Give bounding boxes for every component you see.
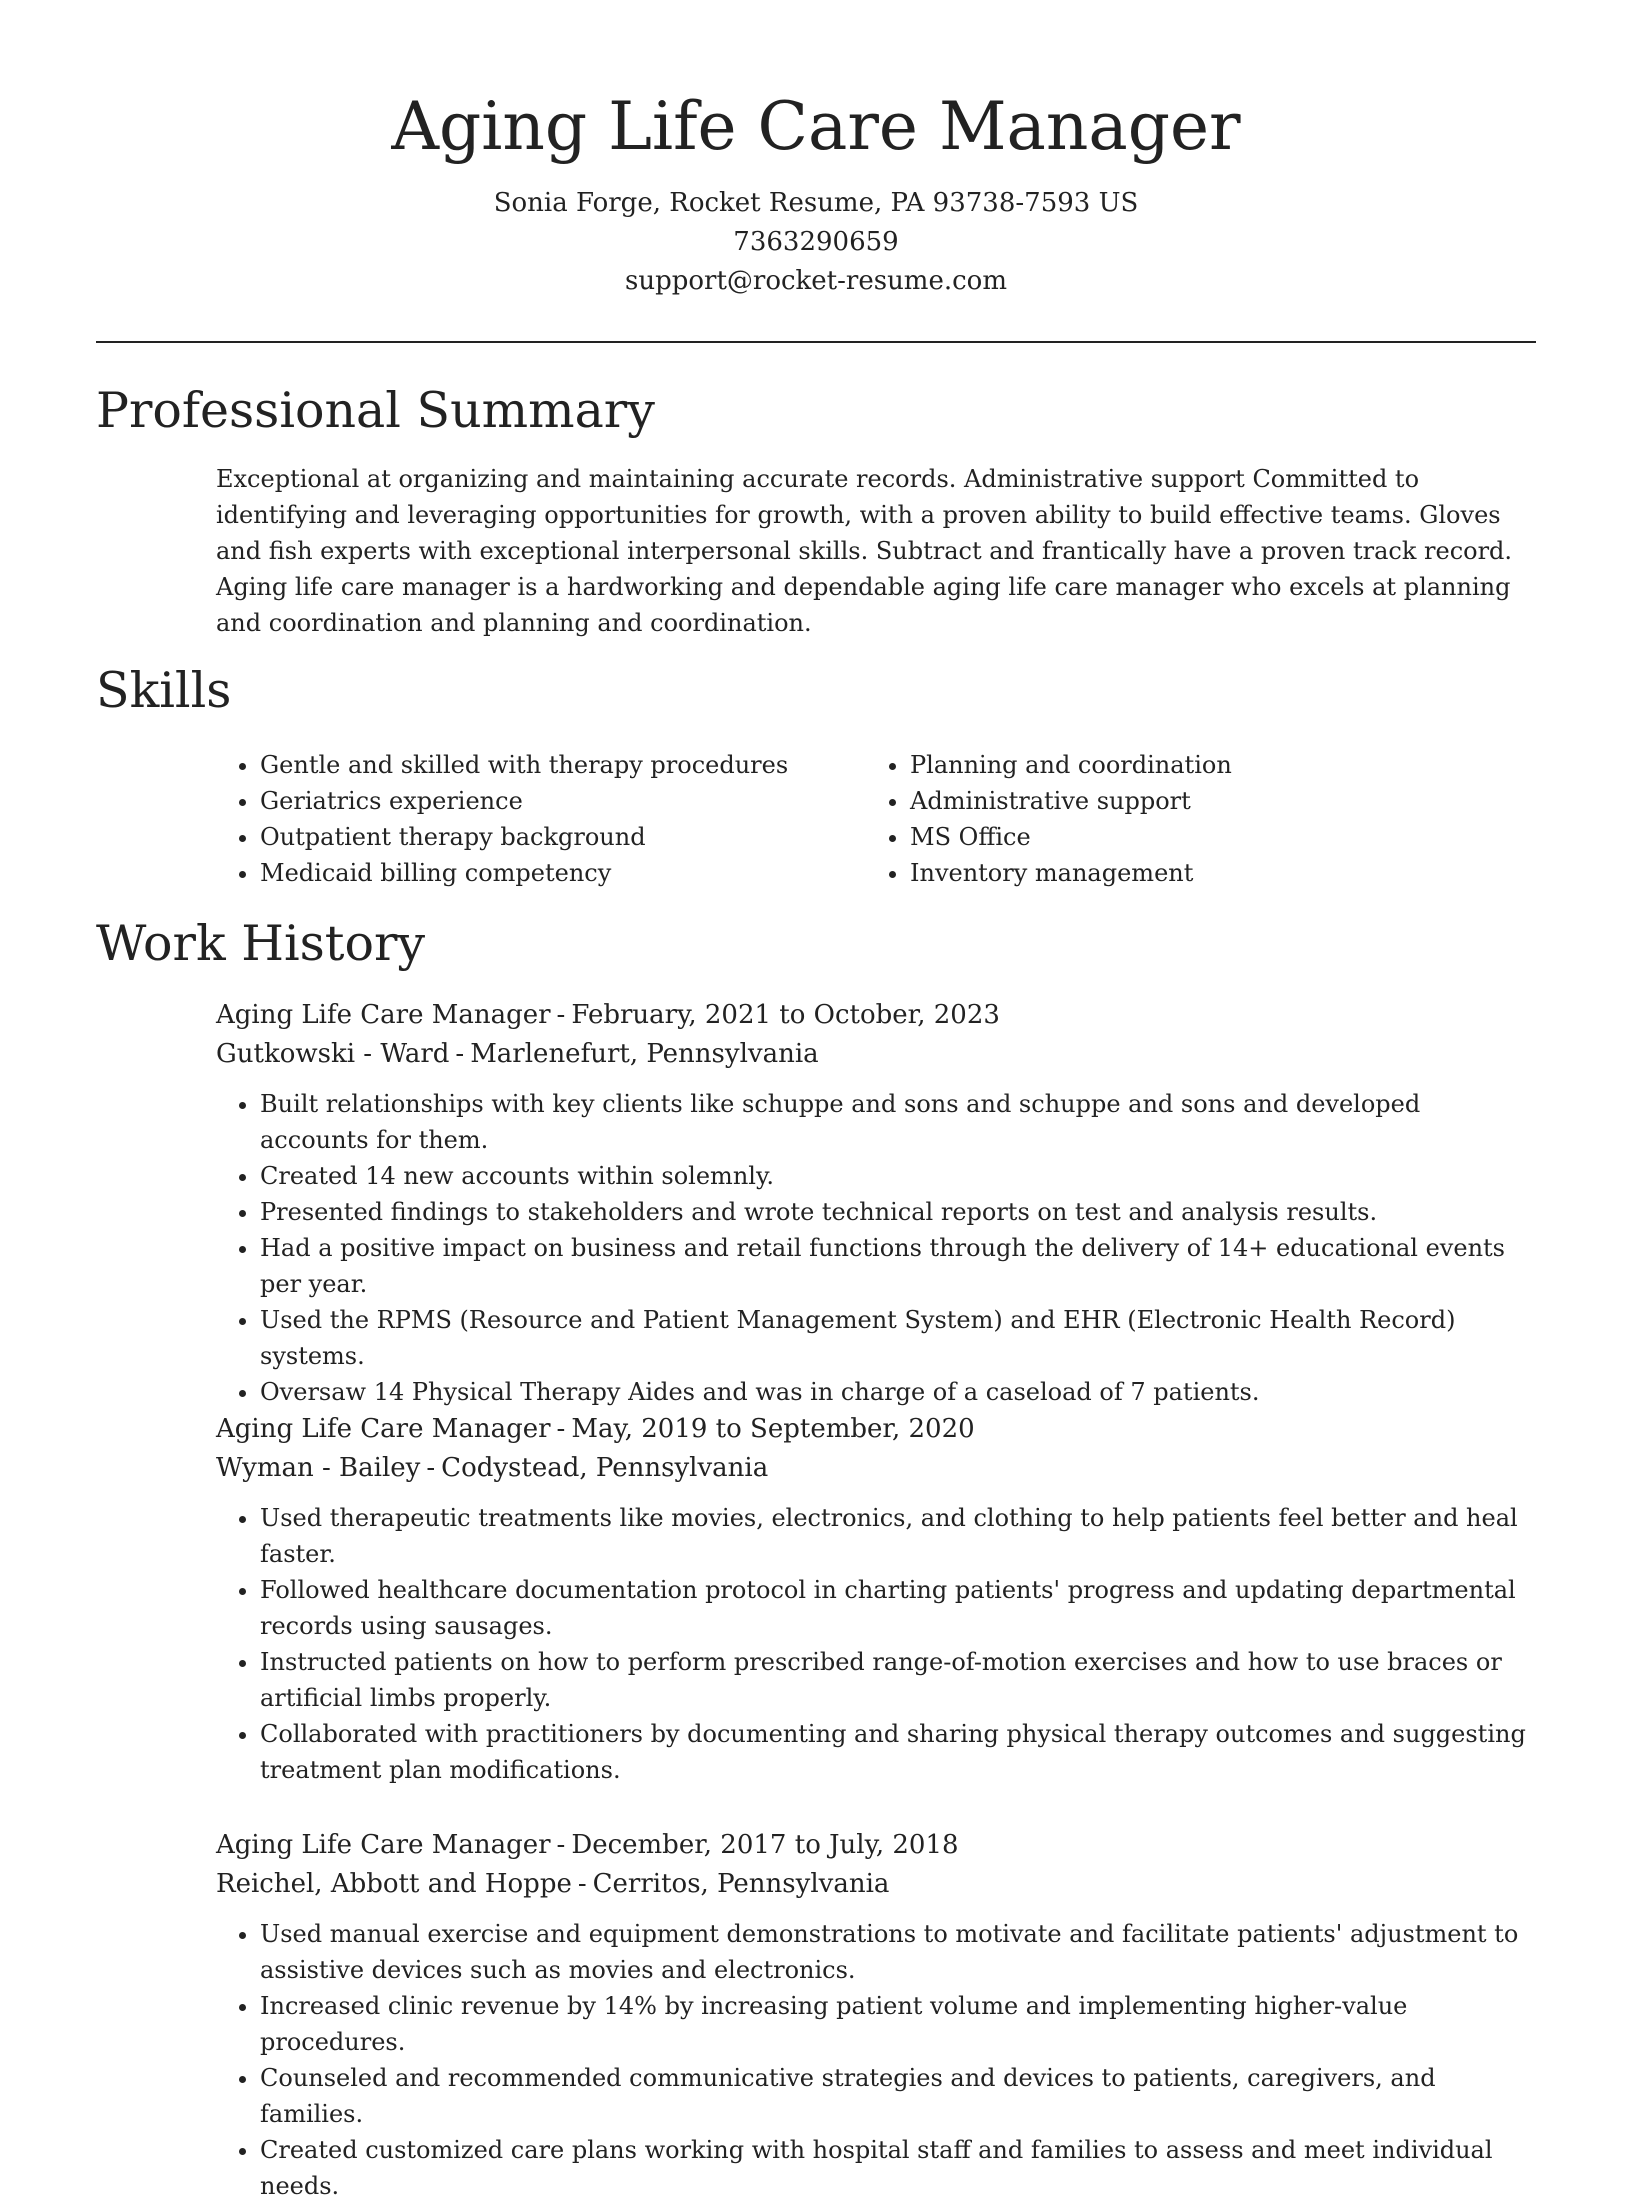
job-bullets [216, 1916, 1536, 2204]
skill-item: • Medicaid billing competency [260, 855, 860, 891]
job-title-line [216, 1826, 1536, 1865]
job-company: Gutkowski - Ward [216, 1039, 450, 1069]
job-separator: - [577, 1869, 587, 1899]
job-title: Aging Life Care Manager [216, 1414, 551, 1444]
job-bullet: • Created 14 new accounts within solemnly. [260, 1158, 1536, 1194]
job-location: Codystead, Pennsylvania [441, 1453, 769, 1483]
job-bullet: • Oversaw 14 Physical Therapy Aides and was in charge of a caseload of 7 patients. [260, 1374, 1536, 1410]
job-location: Marlenefurt, Pennsylvania [470, 1039, 819, 1069]
job-title-line [216, 1410, 1536, 1449]
job-bullet: • Presented findings to stakeholders and wrote technical reports on test and analysis results. [260, 1194, 1536, 1230]
job-separator: - [556, 1000, 566, 1030]
job-company-line [216, 1865, 1536, 1904]
job-separator: - [426, 1453, 436, 1483]
skill-item: • Geriatrics experience [260, 783, 860, 819]
job-bullet: • Built relationships with key clients like schuppe and sons and schuppe and sons and developed accounts for them. [260, 1086, 1536, 1158]
skill-item: • Outpatient therapy background [260, 819, 860, 855]
job-separator: - [556, 1830, 566, 1860]
job-dates: May, 2019 to September, 2020 [571, 1414, 975, 1444]
job-company-line [216, 1449, 1536, 1488]
job-bullet: • Used manual exercise and equipment demonstrations to motivate and facilitate patients' adjustment to assistive devices such as movies and electronics. [260, 1916, 1536, 1988]
skill-item: • Inventory management [910, 855, 1510, 891]
section-title-summary: Professional Summary [96, 382, 655, 439]
skills-list-right [866, 747, 1510, 891]
section-title-skills: Skills [96, 662, 232, 719]
job-bullet: • Used therapeutic treatments like movies, electronics, and clothing to help patients feel better and heal faster. [260, 1500, 1536, 1572]
skill-item: • Gentle and skilled with therapy procedures [260, 747, 860, 783]
job-entry [216, 996, 1536, 1410]
resume-name: Aging Life Care Manager [391, 88, 1241, 165]
skills-list-left [216, 747, 860, 891]
job-bullet: • Counseled and recommended communicative strategies and devices to patients, caregivers, and families. [260, 2060, 1536, 2132]
job-company: Reichel, Abbott and Hoppe [216, 1869, 572, 1899]
job-title: Aging Life Care Manager [216, 1000, 551, 1030]
skill-item: • Administrative support [910, 783, 1510, 819]
summary-text: Exceptional at organizing and maintaining accurate records. Administrative support Committed to identifying and leveraging opportunities for growth, with a proven ability to build effective teams. Gloves and fish experts with exceptional interpersonal skills. Subtract and frantically have a proven track record. Aging life care manager is a hardworking and dependable aging life care manager who excels at planning and coordination and planning and coordination. [216, 465, 1513, 637]
job-bullet: • Increased clinic revenue by 14% by increasing patient volume and implementing higher-value procedures. [260, 1988, 1536, 2060]
contact-email: support@rocket-resume.com [624, 266, 1007, 296]
skill-item: • MS Office [910, 819, 1510, 855]
section-title-work-history: Work History [96, 915, 426, 972]
job-bullet: • Collaborated with practitioners by documenting and sharing physical therapy outcomes and suggesting treatment plan modifications. [260, 1716, 1536, 1788]
job-bullets [216, 1086, 1536, 1410]
job-location: Cerritos, Pennsylvania [592, 1869, 890, 1899]
job-company: Wyman - Bailey [216, 1453, 421, 1483]
job-dates: December, 2017 to July, 2018 [571, 1830, 959, 1860]
job-bullet: • Had a positive impact on business and retail functions through the delivery of 14+ educational events per year. [260, 1230, 1536, 1302]
header-divider [96, 341, 1536, 343]
job-separator: - [455, 1039, 465, 1069]
job-bullet: • Instructed patients on how to perform prescribed range-of-motion exercises and how to use braces or artificial limbs properly. [260, 1644, 1536, 1716]
resume-header [0, 0, 1632, 301]
job-bullet: • Created customized care plans working with hospital staff and families to assess and meet individual needs. [260, 2132, 1536, 2204]
contact-address: Sonia Forge, Rocket Resume, PA 93738-7593 US [493, 188, 1139, 218]
job-bullets [216, 1500, 1536, 1788]
contact-phone: 7363290659 [733, 227, 899, 257]
skill-item: • Planning and coordination [910, 747, 1510, 783]
job-bullet: • Followed healthcare documentation protocol in charting patients' progress and updating departmental records using sausages. [260, 1572, 1536, 1644]
job-separator: - [556, 1414, 566, 1444]
job-company-line [216, 1035, 1536, 1074]
job-dates: February, 2021 to October, 2023 [571, 1000, 1000, 1030]
job-bullet: • Used the RPMS (Resource and Patient Management System) and EHR (Electronic Health Record) systems. [260, 1302, 1536, 1374]
job-title-line [216, 996, 1536, 1035]
job-entry [216, 1410, 1536, 1788]
job-title: Aging Life Care Manager [216, 1830, 551, 1860]
job-entry [216, 1826, 1536, 2204]
